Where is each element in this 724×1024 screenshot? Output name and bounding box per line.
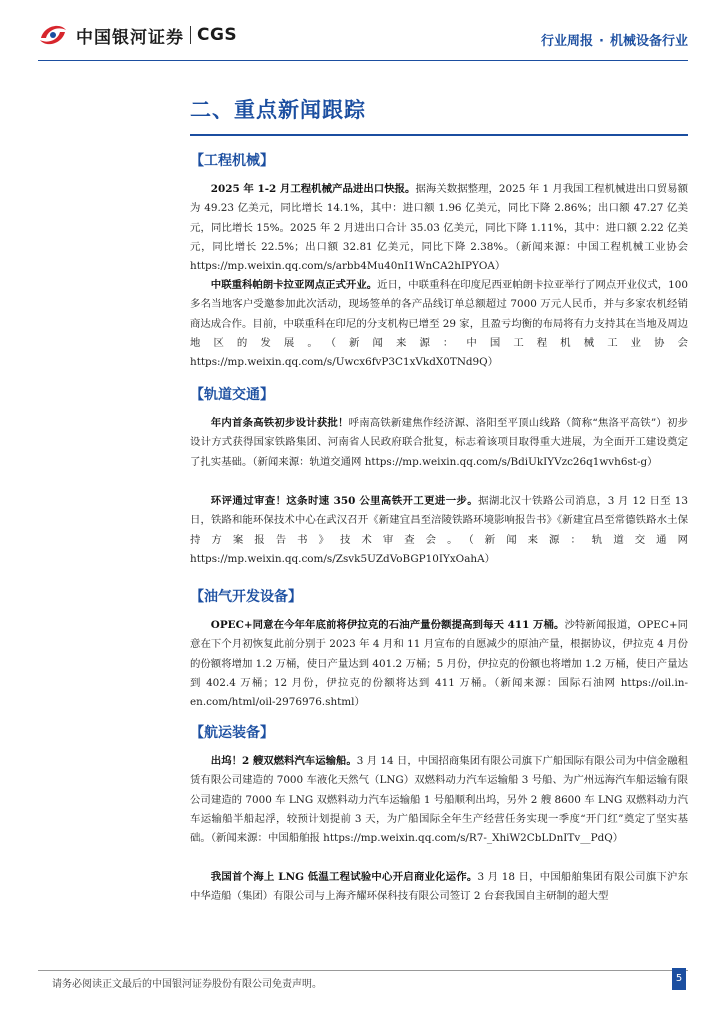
news-body: 近日，中联重科在印度尼西亚帕朗卡拉亚举行了网点开业仪式，100 多名当地客户受邀参加此次活动，现场签单的各产品线订单总额超过 7000 万元人民币，并与多家农机经销商达成合作。目前，中联重科在印尼的分支机构已增至 29 家，且盈亏均衡的布局将有力支持其在当地及周边地区的发展。（新闻来源：中国工程机械工业协会 https://mp.weixin.qq.com/s/Uwcx6fvP3C1xVkdX0TNd9Q） [190, 279, 688, 369]
footer-disclaimer: 请务必阅读正文最后的中国银河证券股份有限公司免责声明。 [52, 979, 322, 990]
news-body: 3 月 14 日，中国招商集团有限公司旗下广船国际有限公司为中信金融租赁有限公司建造的 7000 车液化天然气（LNG）双燃料动力汽车运输船 3 号船、为广州远海汽车船运输有限公司建造的 7000 车 LNG 双燃料动力汽车运输船 1 号船顺利出坞，另外 2 艘 8600 车 LNG 双燃料动力汽车运输船半船起浮，较预计划提前 3 天，为广船国际全年生产经营任务实现一季度“开门红”奠定了坚实基础。（新闻来源：中国船舶报 https://mp.weixin.qq.com/s/R7-_XhiW2CbLDnITv__PdQ） [190, 755, 688, 845]
company-logo [38, 22, 237, 48]
page-number: 5 [672, 968, 686, 990]
logo-chinese-name: 中国银河证券 [76, 27, 184, 48]
news-paragraph [190, 616, 688, 712]
report-type: 行业周报 [541, 34, 594, 49]
news-headline: 出坞！2 艘双燃料汽车运输船。 [210, 755, 357, 767]
news-paragraph [190, 868, 688, 907]
news-headline: 2025 年 1-2 月工程机械产品进出口快报。 [210, 183, 416, 195]
logo-separator [190, 26, 191, 44]
industry-name: 机械设备行业 [609, 34, 688, 49]
section-title-divider [190, 134, 688, 136]
news-body: 呼南高铁新建焦作经济源、洛阳至平顶山线路（简称“焦洛平高铁”）初步设计方式获得国家铁路集团、河南省人民政府联合批复，标志着该项目取得重大进展，为全面开工建设奠定了扎实基础。（新闻来源：轨道交通网 https://mp.weixin.qq.com/s/BdiUkIYVzc26q1wvh6st-g） [190, 417, 689, 468]
news-body: 3 月 18 日，中国船舶集团有限公司旗下沪东中华造船（集团）有限公司与上海齐耀环保科技有限公司签订 2 台套我国自主研制的超大型 [190, 871, 688, 903]
header-separator: · [599, 34, 604, 49]
news-paragraph [190, 492, 688, 569]
news-body: 据湖北汉十铁路公司消息，3 月 12 日至 13 日，铁路和能环保技术中心在武汉召开《新建宜昌至涪陵铁路环境影响报告书》《新建宜昌至常德铁路水土保持方案报告书》技术审查会。（新闻来源：轨道交通网 https://mp.weixin.qq.com/s/Zsvk5UZdVoBGP10IYxOahA） [190, 495, 688, 565]
header-divider [38, 60, 688, 61]
galaxy-logo-icon [38, 22, 68, 48]
footer-divider [38, 970, 688, 971]
category-heading-oil-gas-equipment: 【油气开发设备】 [190, 589, 302, 605]
news-paragraph [190, 414, 688, 472]
news-headline: 环评通过审查！这条时速 350 公里高铁开工更进一步。 [210, 495, 479, 507]
category-heading-rail-transit: 【轨道交通】 [190, 387, 274, 403]
report-category [541, 30, 688, 49]
news-body: 据海关数据整理，2025 年 1 月我国工程机械进出口贸易额为 49.23 亿美元，同比增长 14.1%，其中：进口额 1.96 亿美元，同比下降 2.86%；出口额 47.27 亿美元，同比增长 15%。2025 年 2 月进出口合计 35.03 亿美元，同比下降 1.11%，其中：进口额 2.22 亿美元，同比增长 22.5%；出口额 32.81 亿美元，同比下降 2.38%。（新闻来源：中国工程机械工业协会 https://mp.weixin.qq.com/s/arbb4Mu40nI1WnCA2hIPYOA） [190, 183, 688, 273]
news-paragraph [190, 180, 688, 276]
section-title: 二、重点新闻跟踪 [190, 98, 366, 122]
page-header [0, 0, 724, 62]
news-paragraph [190, 752, 688, 848]
news-headline: 中联重科帕朗卡拉亚网点正式开业。 [210, 279, 378, 291]
category-heading-construction-machinery: 【工程机械】 [190, 153, 274, 169]
news-headline: 我国首个海上 LNG 低温工程试验中心开启商业化运作。 [210, 871, 478, 883]
news-headline: OPEC+同意在今年年底前将伊拉克的石油产量份额提高到每天 411 万桶。 [210, 619, 565, 631]
news-body: 沙特新闻报道，OPEC+同意在下个月初恢复此前分别于 2023 年 4 月和 11 月宣布的自愿减少的原油产量，根据协议，伊拉克 4 月份的份额将增加 1.2 万桶，使日产量达到 401.2 万桶；5 月份，伊拉克的份额也将增加 1.2 万桶，使日产量达到 402.4 万桶；12 月份，伊拉克的份额将达到 411 万桶。（新闻来源：国际石油网 https://oil.in-en.com/html/oil-2976976.shtml） [190, 619, 688, 709]
logo-english-name: CGS [197, 25, 238, 45]
news-paragraph [190, 276, 688, 372]
news-headline: 年内首条高铁初步设计获批！ [210, 417, 349, 429]
category-heading-shipping-equipment: 【航运装备】 [190, 725, 274, 741]
